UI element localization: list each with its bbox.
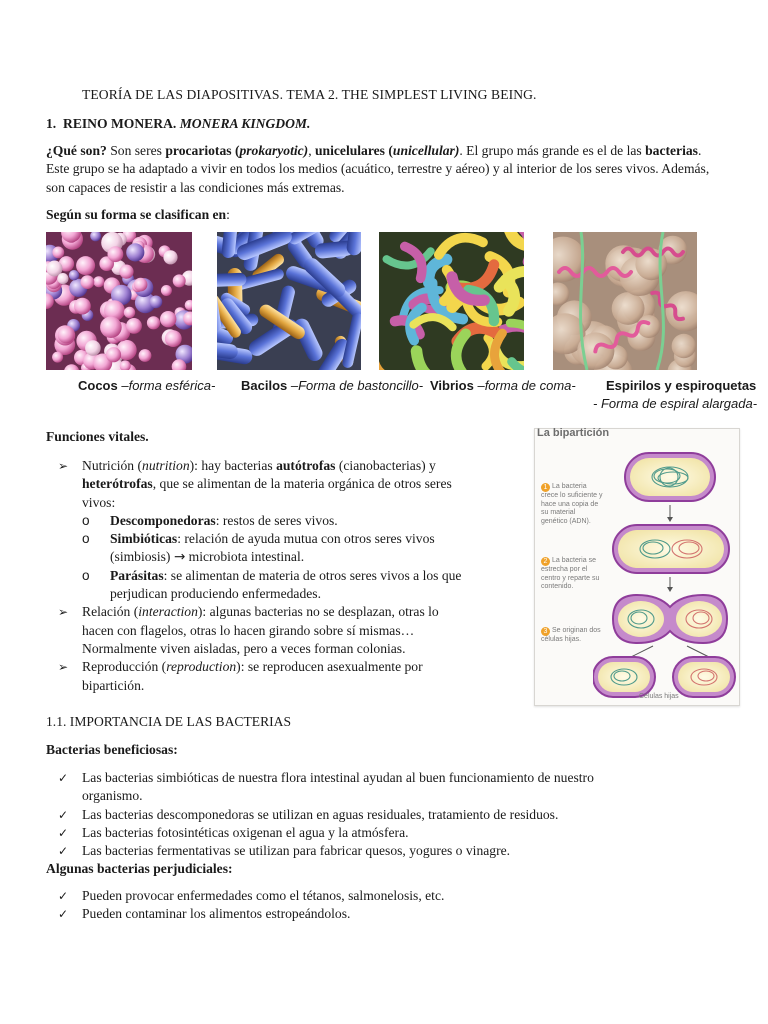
tissue-blob — [672, 334, 696, 358]
coccus-cell — [161, 285, 172, 296]
caption-name: Vibrios — [430, 378, 474, 393]
list-item — [58, 842, 594, 860]
text: : se alimentan de materia de otros seres vivos a los que — [163, 567, 462, 583]
caption-desc: –forma esférica- — [121, 378, 216, 393]
bacilli-photo — [217, 232, 361, 370]
coccus-cell — [69, 270, 79, 280]
caption-cocos — [78, 378, 215, 393]
circle-bullet-icon: o — [82, 567, 90, 583]
harmful-list — [58, 887, 444, 924]
vital-functions-list — [58, 457, 528, 695]
text: Pueden provocar enfermedades como el tétanos, salmonelosis, etc. — [82, 888, 445, 903]
intro-text: Son seres — [106, 143, 166, 158]
bacillus-cell — [217, 273, 247, 288]
step-badge: 1 — [541, 483, 550, 492]
beneficial-heading-text: Bacterias beneficiosas: — [46, 742, 178, 757]
coccus-cell — [85, 340, 101, 356]
arrow-bullet-icon: ➢ — [58, 605, 69, 620]
harmful-heading — [46, 860, 233, 878]
coccus-cell — [160, 311, 176, 327]
caption-espirilos — [606, 378, 756, 393]
circle-bullet-icon: o — [82, 512, 90, 528]
text: Reproducción ( — [82, 659, 167, 675]
intro-question: ¿Qué son? — [46, 143, 107, 158]
caption-bacilos — [241, 378, 423, 393]
checkmark-icon: ✓ — [58, 889, 69, 903]
step-badge: 3 — [541, 627, 550, 636]
caption-name: Cocos — [78, 378, 118, 393]
text-italic: nutrition — [142, 458, 190, 473]
intro-bold: procariotas ( — [165, 143, 240, 158]
text: Normalmente viven aisladas, pero a veces forman colonias. — [82, 640, 406, 656]
text-bold: autótrofas — [276, 458, 336, 473]
spirilla-photo — [553, 232, 697, 370]
intro-bold: unicelulares ( — [314, 143, 393, 158]
coccus-cell — [134, 278, 148, 292]
section-title: REINO MONERA. — [63, 116, 177, 131]
text: Nutrición ( — [82, 458, 143, 473]
list-item — [58, 806, 594, 824]
caption-desc: –Forma de bastoncillo- — [290, 378, 424, 393]
coccus-cell — [52, 352, 63, 363]
caption-desc: - Forma de espiral alargada- — [593, 396, 758, 411]
caption-name: Espirilos y espiroquetas — [606, 378, 757, 393]
sub-item-symbiotic — [82, 530, 528, 567]
coccus-cell — [165, 330, 182, 347]
coccus-cell — [74, 298, 91, 315]
text: , que se alimentan de la materia orgánica de otros seres — [152, 476, 452, 492]
arrow-bullet-icon: ➢ — [58, 660, 69, 675]
beneficial-list — [58, 769, 594, 860]
list-item — [58, 824, 594, 842]
text: Las bacterias fermentativas se utilizan para fabricar quesos, yogures o vinagre. — [82, 843, 511, 859]
step-text: Se originan dos células hijas. — [541, 627, 601, 643]
intro-bold: bacterias — [645, 143, 698, 158]
figure-caption: Células hijas — [639, 693, 679, 700]
checkmark-icon: ✓ — [58, 771, 69, 785]
intro-paragraph — [46, 142, 726, 197]
coccus-cell — [93, 276, 104, 287]
coccus-cell — [147, 316, 160, 329]
caption-espirilos-desc — [593, 396, 757, 411]
text-italic: reproduction — [166, 659, 237, 675]
right-arrow-icon: → — [173, 549, 186, 566]
text: microbiota intestinal. — [185, 549, 305, 565]
figure-title: La bipartición — [537, 427, 610, 439]
intro-bold-italic: unicellular) — [392, 143, 460, 158]
section-heading-monera — [46, 115, 310, 133]
coccus-cell — [57, 273, 68, 284]
text: Las bacterias descomponedoras se utilizan en aguas residuales, tratamiento de residuos. — [82, 806, 559, 822]
coccus-cell — [150, 296, 163, 309]
coccus-cell — [119, 265, 133, 279]
coccus-cell — [76, 256, 95, 275]
cocci-photo — [46, 232, 192, 370]
tissue-blob — [637, 315, 660, 338]
coccus-cell — [100, 316, 122, 338]
checkmark-icon: ✓ — [58, 907, 69, 922]
intro-text: . El grupo más grande es el de las — [459, 143, 646, 158]
text: (cianobacterias) y — [335, 458, 436, 473]
coccus-cell — [108, 246, 124, 262]
step-text: La bacteria crece lo suficiente y hace una copia de su material genético (ADN). — [541, 483, 603, 525]
text-italic: interaction — [138, 604, 198, 620]
text-bold: Simbióticas — [110, 531, 178, 547]
forms-heading — [46, 206, 230, 224]
text: vivos: — [82, 494, 116, 510]
coccus-cell — [52, 247, 64, 259]
list-item-relation — [58, 603, 528, 658]
text: Las bacterias simbióticas de nuestra flora intestinal ayudan al buen funcionamiento de nuestro — [82, 770, 594, 785]
coccus-cell — [124, 307, 135, 318]
section-number: 1. — [46, 116, 57, 131]
text: Las bacterias fotosintéticas oxigenan el agua y la atmósfera. — [82, 824, 409, 840]
text: ): se reproducen asexualmente por — [236, 659, 423, 675]
vital-heading-text: Funciones vitales. — [46, 429, 149, 444]
intro-text: , — [308, 143, 315, 158]
caption-desc: –forma de coma- — [477, 378, 576, 393]
step-text: La bacteria se estrecha por el centro y reparte su contenido. — [541, 557, 600, 590]
text: (simbiosis) — [110, 549, 174, 565]
section-title-en: MONERA KINGDOM. — [179, 116, 311, 131]
document-title: TEORÍA DE LAS DIAPOSITIVAS. TEMA 2. THE SIMPLEST LIVING BEING. — [82, 87, 537, 102]
text: hacen con flagelos, otras lo hacen girando sobre sí mismas… — [82, 622, 415, 638]
binary-fission-figure — [534, 428, 740, 706]
text-bold: Descomponedoras — [110, 512, 216, 528]
caption-name: Bacilos — [241, 378, 288, 393]
list-item — [58, 905, 444, 923]
vibrio-photo — [379, 232, 524, 370]
text-bold: Parásitas — [110, 567, 164, 583]
coccus-cell — [58, 326, 75, 343]
step-badge: 2 — [541, 557, 550, 566]
text: ): hay bacterias — [189, 458, 277, 473]
coccus-cell — [139, 349, 152, 362]
arrow-bullet-icon: ➢ — [58, 459, 69, 473]
sub-item-parasites — [82, 567, 528, 604]
vital-functions-heading — [46, 428, 149, 446]
checkmark-icon: ✓ — [58, 807, 69, 822]
coccus-cell — [163, 250, 177, 264]
caption-vibrios — [430, 378, 576, 393]
coccus-cell — [106, 347, 121, 362]
checkmark-icon: ✓ — [58, 825, 69, 840]
text: : relación de ayuda mutua con otros seres vivos — [177, 531, 435, 547]
beneficial-heading — [46, 741, 178, 759]
coccus-cell — [173, 274, 186, 287]
sub-item-decomposers — [82, 512, 528, 530]
text: ): algunas bacterias no se desplazan, otras lo — [197, 604, 439, 620]
intro-bold-italic: prokaryotic) — [239, 143, 309, 158]
text-bold: heterótrofas — [82, 476, 153, 492]
forms-heading-colon: : — [226, 207, 230, 222]
text: : restos de seres vivos. — [215, 512, 338, 528]
text: perjudican produciendo enfermedades. — [110, 586, 321, 602]
nutrition-sublist — [82, 512, 528, 603]
text: organismo. — [82, 788, 143, 804]
text: Relación ( — [82, 604, 139, 620]
harmful-heading-text: Algunas bacterias perjudiciales: — [46, 861, 233, 876]
intro-text: . Este grupo se ha adaptado a vivir en todos los medios (acuático, terrestre y aéreo) y al interior de los seres vivos. Además, son capaces de resistir a las condiciones más extremas. — [46, 143, 710, 195]
text: Pueden contaminar los alimentos estropeándolos. — [82, 906, 351, 922]
coccus-cell — [126, 243, 144, 261]
list-item — [58, 769, 594, 806]
list-item — [58, 887, 444, 905]
forms-heading-text: Según su forma se clasifican en — [46, 207, 227, 222]
list-item-reproduction — [58, 658, 528, 695]
importance-heading: 1.1. IMPORTANCIA DE LAS BACTERIAS — [46, 714, 292, 729]
fission-drawing — [593, 443, 739, 705]
list-item-nutrition — [58, 457, 528, 603]
coccus-cell — [81, 275, 95, 289]
text: bipartición. — [82, 677, 145, 693]
circle-bullet-icon: o — [82, 531, 90, 547]
coccus-cell — [126, 318, 142, 334]
checkmark-icon: ✓ — [58, 844, 69, 859]
